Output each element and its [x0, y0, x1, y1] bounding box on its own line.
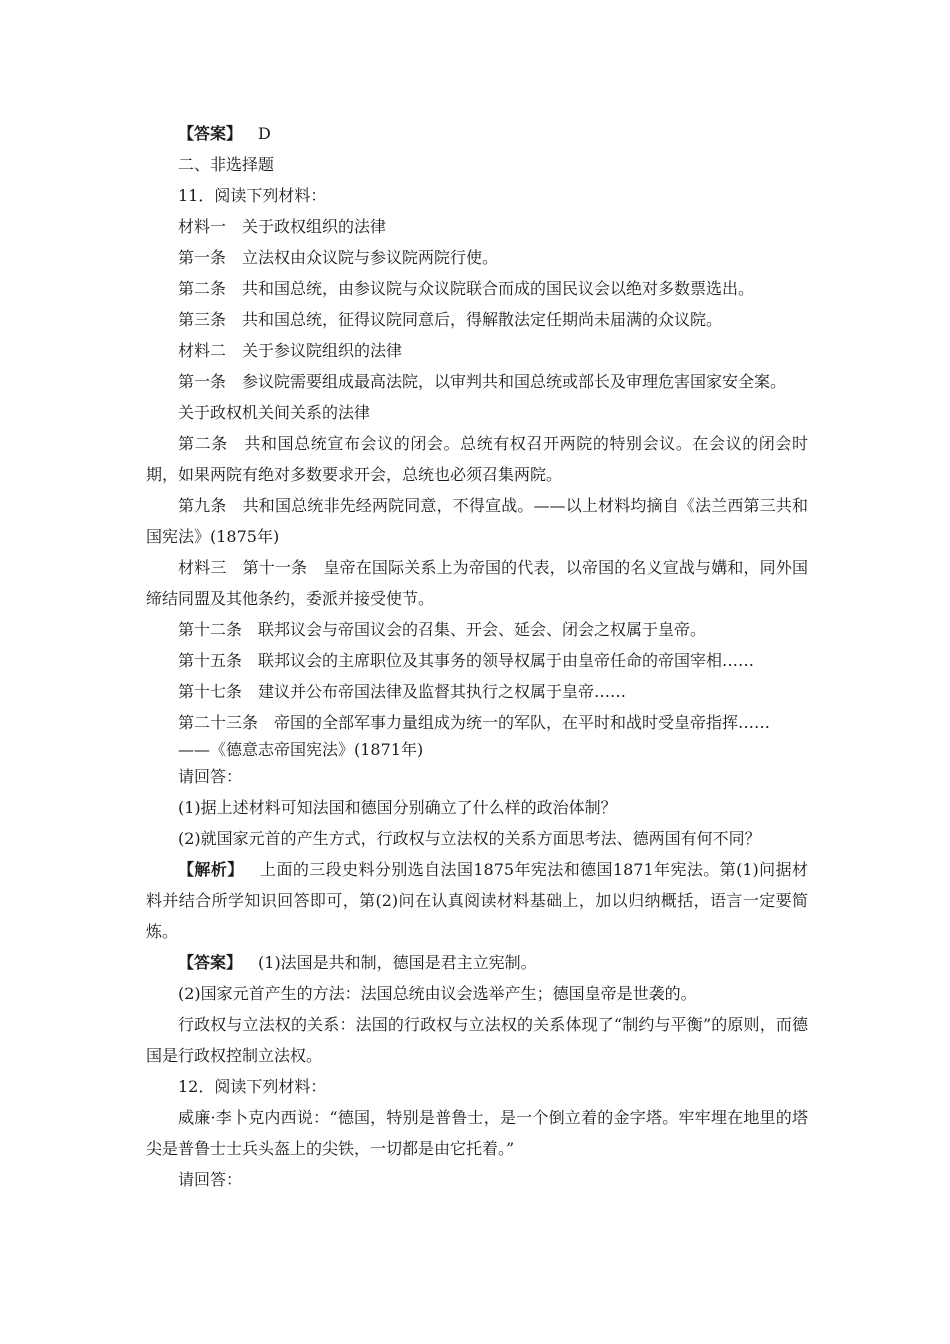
- paragraph: 第十二条 联邦议会与帝国议会的召集、开会、延会、闭会之权属于皇帝。: [178, 620, 707, 639]
- quote-paragraph: 威廉·李卜克内西说：“德国，特别是普鲁士，是一个倒立着的金字塔。牢牢埋在地里的塔尖是普鲁士士兵头盔上的尖铁，一切都是由它托着。”: [146, 1108, 808, 1158]
- analysis-text: 上面的三段史料分别选自法国1875年宪法和德国1871年宪法。第(1)问据材料并结合所学知识回答即可，第(2)问在认真阅读材料基础上，加以归纳概括，语言一定要简炼。: [146, 860, 808, 941]
- paragraph: 第十五条 联邦议会的主席职位及其事务的领导权属于由皇帝任命的帝国宰相……: [178, 651, 755, 670]
- paragraph: 第二条 共和国总统宣布会议的闭会。总统有权召开两院的特别会议。在会议的闭会时期，如果两院有绝对多数要求开会，总统也必须召集两院。: [146, 434, 808, 484]
- answer-paragraph: [146, 947, 808, 978]
- paragraph: 关于政权机关间关系的法律: [178, 403, 371, 422]
- paragraph: 第二条 共和国总统，由参议院与众议院联合而成的国民议会以绝对多数票选出。: [178, 279, 755, 298]
- analysis-paragraph: [146, 854, 808, 947]
- paragraph: 第三条 共和国总统，征得议院同意后，得解散法定任期尚未届满的众议院。: [178, 310, 723, 329]
- paragraph: 第九条 共和国总统非先经两院同意，不得宣战。——以上材料均摘自《法兰西第三共和国宪法》(1875年): [146, 496, 808, 546]
- material-2-title: 材料二 关于参议院组织的法律: [178, 341, 403, 360]
- answer-line: [146, 118, 808, 149]
- paragraph: 第一条 参议院需要组成最高法院，以审判共和国总统或部长及审理危害国家安全案。: [178, 372, 787, 391]
- material-3-paragraph: 材料三 第十一条 皇帝在国际关系上为帝国的代表，以帝国的名义宣战与媾和，同外国缔结同盟及其他条约，委派并接受使节。: [146, 558, 808, 608]
- source-citation: ——《德意志帝国宪法》(1871年): [178, 740, 424, 759]
- paragraph: 第十七条 建议并公布帝国法律及监督其执行之权属于皇帝……: [178, 682, 627, 701]
- sub-question-1: (1)据上述材料可知法国和德国分别确立了什么样的政治体制？: [178, 798, 617, 817]
- answer-tag: 【答案】: [178, 124, 243, 143]
- analysis-tag: 【解析】: [178, 860, 244, 879]
- section-heading: 二、非选择题: [178, 155, 275, 174]
- sub-question-2: (2)就国家元首的产生方式，行政权与立法权的关系方面思考法、德两国有何不同？: [178, 829, 761, 848]
- prompt: 请回答：: [178, 1170, 243, 1189]
- material-1-title: 材料一 关于政权组织的法律: [178, 217, 387, 236]
- paragraph: (2)国家元首产生的方法：法国总统由议会选举产生；德国皇帝是世袭的。: [178, 984, 697, 1003]
- question-11-title: 11．阅读下列材料：: [178, 186, 327, 205]
- answer-value: D: [258, 124, 271, 143]
- paragraph: 第一条 立法权由众议院与参议院两院行使。: [178, 248, 499, 267]
- document-page: [146, 118, 808, 1195]
- paragraph: 第二十三条 帝国的全部军事力量组成为统一的军队，在平时和战时受皇帝指挥……: [178, 713, 771, 732]
- paragraph: 行政权与立法权的关系：法国的行政权与立法权的关系体现了“制约与平衡”的原则，而德国是行政权控制立法权。: [146, 1015, 808, 1065]
- answer-text: (1)法国是共和制，德国是君主立宪制。: [258, 953, 537, 972]
- prompt: 请回答：: [178, 767, 243, 786]
- answer-tag: 【答案】: [178, 953, 243, 972]
- question-12-title: 12．阅读下列材料：: [178, 1077, 327, 1096]
